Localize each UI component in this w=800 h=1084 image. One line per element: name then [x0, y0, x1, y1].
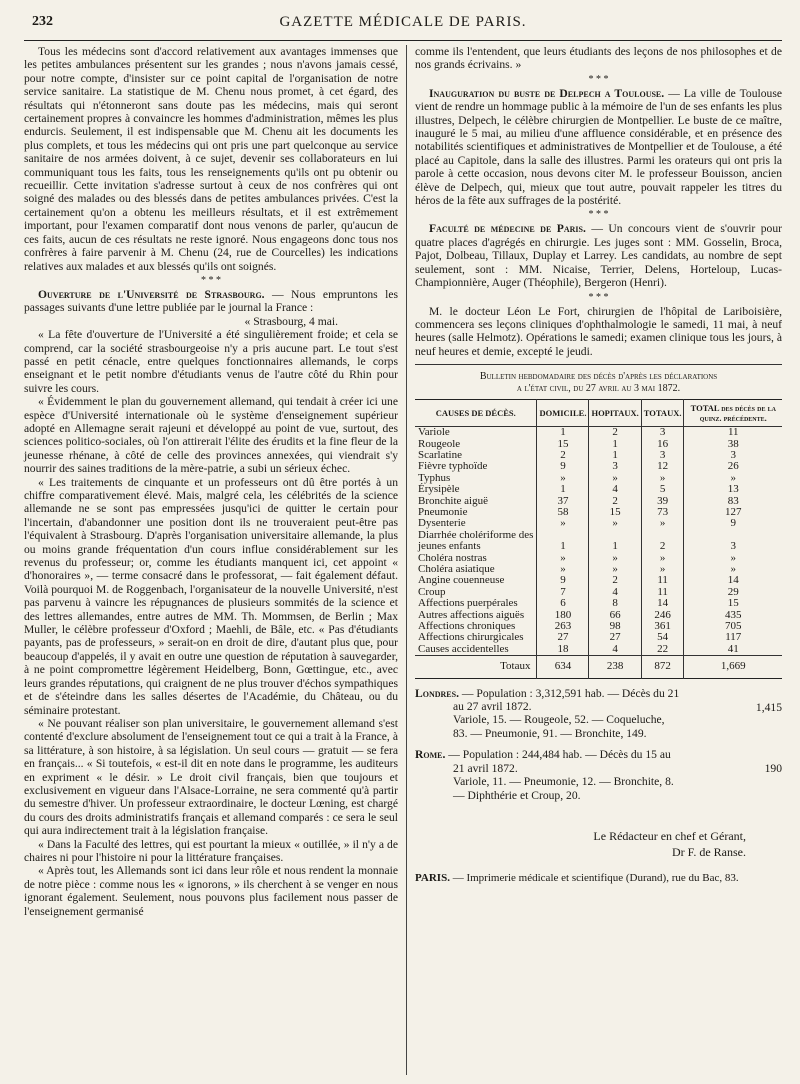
cause-cell: Angine couenneuse — [415, 575, 537, 586]
table-row — [415, 507, 782, 518]
value-cell: 14 — [641, 598, 684, 609]
value-cell: 2 — [589, 496, 641, 507]
value-cell: 4 — [589, 644, 641, 656]
value-cell: 16 — [641, 439, 684, 450]
value-cell: 9 — [537, 461, 589, 472]
city-name: Londres. — [415, 686, 459, 700]
value-cell: 1 — [589, 450, 641, 461]
value-cell: 12 — [641, 461, 684, 472]
value-cell: 41 — [727, 642, 739, 655]
value-cell: 11 — [641, 575, 684, 586]
value-cell: » — [589, 518, 641, 529]
cause-cell: Diarrhée cholériforme des — [415, 530, 537, 541]
table-row — [415, 427, 782, 439]
signature-title: Le Rédacteur en chef et Gérant, — [593, 828, 746, 843]
value-cell: » — [641, 473, 684, 484]
cause-cell: Autres affections aiguës — [415, 610, 537, 621]
cause-cell: Croup — [415, 587, 537, 598]
section-heading: Faculté de médecine de Paris. — [429, 222, 586, 236]
paragraph: « Évidemment le plan du gouvernement allemand, qui tendait à créer ici une espèce d'Université internationale où le système d'enseignement supérieur adopté en Allemagne serait rajeuni et développé au point de vue, surtout, des sciences politico-sociales, où l'on attirerait l'élite des érudits et la fine fleur de la jeunesse rhénane, à côté de celle des provinces annexées, qui viendrait s'y nourrir des saines traditions de la mère-patrie, a subi un sérieux échec. — [24, 395, 398, 476]
total-value: 1,669 — [684, 656, 782, 678]
value-cell: 361 — [641, 621, 684, 632]
value-cell: » — [537, 553, 589, 564]
value-cell: 73 — [641, 507, 684, 518]
value-cell: » — [641, 564, 684, 575]
value-cell: 1 — [537, 541, 589, 552]
value-cell: » — [537, 564, 589, 575]
value-cell: 5 — [641, 484, 684, 495]
total-value: 872 — [641, 656, 684, 678]
value-cell: 2 — [537, 450, 589, 461]
table-row — [415, 644, 782, 656]
value-cell: 263 — [537, 621, 589, 632]
paragraph: « La fête d'ouverture de l'Université a été singulièrement froide; et cela se comprend, car la société strasbourgeoise n'y a pris aucune part. Le tout s'est passé en petit cénacle, entre quelques fonctionnaires allemands, le corps enseignant et le petit nombre d'étudiants venus de l'autre côté du Rhin pour suivre les cours. — [24, 328, 398, 395]
signature-name: Dr F. de Ranse. — [671, 844, 746, 859]
value-cell: 11 — [727, 426, 739, 439]
value-cell: 6 — [537, 598, 589, 609]
cause-cell: Fièvre typhoïde — [415, 461, 537, 472]
value-cell: 29 — [727, 585, 739, 598]
value-cell: 22 — [641, 644, 684, 656]
value-cell: 3 — [589, 461, 641, 472]
value-cell: 11 — [641, 587, 684, 598]
table-title: Bulletin hebdomadaire des décès d'après les déclarations a l'état civil, du 27 avril au 3 mai 1872. — [415, 364, 782, 395]
value-cell: 1 — [589, 439, 641, 450]
header-rule — [24, 40, 782, 41]
value-cell: 127 — [724, 505, 742, 518]
city-name: Rome. — [415, 748, 446, 762]
value-cell: 435 — [724, 608, 742, 621]
left-column — [24, 45, 406, 1075]
paragraph: Inauguration du buste de Delpech a Toulouse. — La ville de Toulouse vient de rendre un hommage public à la mémoire de l'un de ses enfants les plus illustres, Delpech, le célèbre chirurgien de Montpellier. Le buste de ce maître, inauguré le 5 mai, au milieu d'une affluence considérable, et en présence des notabilités scientifiques et administratives de Montpellier et de Toulouse, a été placé au Capitole, dans la salle des illustres. Parmi les orateurs qui ont pris la parole à cette occasion, nous devons citer M. le professeur Bouisson, ancien élève de Delpech, qui, mieux que tout autre, pouvait rappeler les titres du héros de la fête aux suffrages de la postérité. — [415, 86, 782, 208]
value-cell: 98 — [589, 621, 641, 632]
paragraph: « Après tout, les Allemands sont ici dans leur rôle et nous rendent la monnaie de notre pièce : comme nous les « ignorons, » ils cherchent à se venger en nous ignorant également. Seulement, nous pouvons plus facilement nous passer de l'enseignement germanisé — [24, 864, 398, 918]
value-cell: 27 — [589, 632, 641, 643]
imprint: PARIS. — Imprimerie médicale et scientifique (Durand), rue du Bac, 83. — [415, 871, 739, 884]
cause-cell: Pneumonie — [415, 507, 537, 518]
value-cell: 3 — [641, 427, 684, 439]
cause-cell: Affections chroniques — [415, 621, 537, 632]
cause-cell: Érysipèle — [415, 484, 537, 495]
table-header-cell: CAUSES DE DÉCÈS. — [415, 400, 537, 427]
value-cell: 18 — [537, 644, 589, 656]
value-cell: » — [730, 471, 736, 484]
value-cell: » — [730, 551, 736, 564]
value-cell: » — [589, 553, 641, 564]
value-cell: » — [641, 553, 684, 564]
section-heading: Inauguration du buste de Delpech a Toulouse. — [429, 86, 665, 100]
value-cell: » — [537, 473, 589, 484]
value-cell: 8 — [589, 598, 641, 609]
signature-block — [415, 828, 782, 860]
value-cell: 27 — [537, 632, 589, 643]
value-cell: 58 — [537, 507, 589, 518]
value-cell: 3 — [730, 448, 736, 461]
table-header-cell: DOMICILE. — [537, 400, 589, 427]
value-cell: 54 — [641, 632, 684, 643]
value-cell: 4 — [589, 587, 641, 598]
value-cell: 2 — [641, 541, 684, 552]
value-cell: 13 — [727, 483, 739, 496]
value-cell: 15 — [589, 507, 641, 518]
value-cell: 3 — [730, 540, 736, 553]
value-cell: » — [589, 564, 641, 575]
value-cell: 14 — [727, 574, 739, 587]
total-value: 634 — [537, 656, 589, 678]
paragraph — [24, 288, 398, 315]
section-separator: * * * — [588, 209, 609, 221]
section-intro: — Nous empruntons les passages suivants d'une lettre publiée par le journal la France : — [24, 287, 398, 315]
cause-cell: Choléra asiatique — [415, 564, 537, 575]
cause-cell: Bronchite aiguë — [415, 496, 537, 507]
value-cell: 83 — [727, 494, 739, 507]
section-separator: * * * — [588, 291, 609, 303]
dateline: « Strasbourg, 4 mai. — [244, 314, 338, 328]
mortality-table — [415, 399, 782, 679]
paragraph: Tous les médecins sont d'accord relativement aux avantages immenses que les petites ambulances présentent sur les grandes ; nous n'avons jamais cessé, pour notre compte, d'insister sur ce point capital de l'organisation de notre service sanitaire. La statistique de M. Chenu nous promet, à cet égard, des résultats qui n'étonneront sans doute pas les médecins, mais qui seront certainement propres à convaincre les hommes d'administration, mêmes les plus endurcis. Seulement, il est indispensable que M. Chenu ait les documents les plus complets, et tous les médecins qui ont pris une part quelconque au service sanitaire de nos armées doivent, à ce sujet, devenir ses collaborateurs en lui communiquant tous les faits, tous les renseignements qu'ils ont pu obtenir ou recueillir. Cette invitation s'adresse surtout à ceux de nos confrères qui ont soigné des malades ou des blessés dans de petites ambulances privées. C'est la certainement qu'on a obtenu les meilleurs résultats, et il est extrêmement important, pour l'examen comparatif dont nous venons de parler, qu'aucun de ces faits, aucun de ces résultats ne reste ignoré. Nous engageons donc tous nos confrères à faire parvenir à M. Chenu (24, rue de Courcelles) les indications relatives aux malades et aux blessés qu'ils ont soignés. — [24, 45, 398, 273]
value-cell: » — [641, 518, 684, 529]
cause-cell: Rougeole — [415, 439, 537, 450]
value-cell: 1 — [537, 427, 589, 439]
rome-stats: Rome. — Population : 244,484 hab. — Décès du 15 au 21 avril 1872. 190 Variole, 11. — Pneumonie, 12. — Bronchite, 8. — Diphthérie et Croup, 20. — [415, 748, 782, 802]
table-row — [415, 484, 782, 495]
value-cell: 1 — [537, 484, 589, 495]
value-cell: 246 — [641, 610, 684, 621]
table-row — [415, 598, 782, 609]
section-heading: Ouverture de l'Université de Strasbourg. — [38, 287, 265, 301]
value-cell: 15 — [537, 439, 589, 450]
value-cell: 38 — [727, 437, 739, 450]
page-number: 232 — [32, 14, 53, 29]
value-cell: 15 — [727, 597, 739, 610]
value-cell: » — [537, 518, 589, 529]
value-cell: 4 — [589, 484, 641, 495]
table-header-cell: TOTAUX. — [641, 400, 684, 427]
cause-cell: Choléra nostras — [415, 553, 537, 564]
value-cell: 26 — [727, 460, 739, 473]
columns — [24, 45, 782, 1075]
cause-cell: Scarlatine — [415, 450, 537, 461]
paragraph: « Dans la Faculté des lettres, qui est pourtant la mieux « outillée, » il n'y a de chaires ni pour l'histoire ni pour la littérature françaises. — [24, 837, 398, 864]
paragraph: M. le docteur Léon Le Fort, chirurgien de l'hôpital de Lariboisière, commencera ses leçons cliniques d'ophthalmologie le samedi, 11 mai, à neuf heures (salle Helmotz). Opérations le samedi; examen clinique tous les jours, à neuf heures et demie, excepté le jeudi. — [415, 304, 782, 358]
table-body — [415, 427, 782, 679]
city-total: 1,415 — [755, 700, 782, 714]
table-row — [415, 541, 782, 552]
table-row — [415, 461, 782, 472]
right-column — [407, 45, 782, 1075]
cause-cell: Dysenterie — [415, 518, 537, 529]
table-row — [415, 473, 782, 484]
value-cell: » — [589, 473, 641, 484]
cause-cell: Typhus — [415, 473, 537, 484]
value-cell: 7 — [537, 587, 589, 598]
cause-cell: Causes accidentelles — [415, 644, 537, 656]
london-stats: Londres. — Population : 3,312,591 hab. — Décès du 21 au 27 avril 1872. 1,415 Variole, 15. — Rougeole, 52. — Coqueluche, 83. — Pneumonie, 91. — Bronchite, 149. — [415, 686, 782, 740]
journal-title: GAZETTE MÉDICALE DE PARIS. — [279, 14, 527, 30]
cause-cell: jeunes enfants — [415, 541, 537, 552]
cause-cell: Variole — [415, 427, 537, 439]
table-header-cell: TOTAL des décès de la quinz. précédente. — [684, 400, 782, 427]
table-row — [415, 439, 782, 450]
table-header-row — [415, 400, 782, 427]
value-cell: 180 — [537, 610, 589, 621]
paragraph: Faculté de médecine de Paris. — Un concours vient de s'ouvrir pour quatre places d'agrégés en chirurgie. Les juges sont : MM. Gosselin, Broca, Pajot, Dolbeau, Tillaux, Duplay et Larrey. Les candidats, au nombre de sept seulement, sont : MM. Nicaise, Terrier, Delens, Horteloup, Lucas-Championnière, Auger (Théophile), Bergeron (Henri). — [415, 222, 783, 290]
totals-row — [415, 656, 782, 678]
section-separator: * * * — [588, 73, 609, 85]
value-cell: 2 — [589, 427, 641, 439]
value-cell: 37 — [537, 496, 589, 507]
value-cell: 2 — [589, 575, 641, 586]
page-header — [24, 12, 782, 34]
value-cell: » — [730, 563, 736, 575]
value-cell: 117 — [725, 631, 742, 644]
table-row — [415, 575, 782, 586]
section-separator: * * * — [201, 274, 221, 286]
value-cell: 66 — [589, 610, 641, 621]
cause-cell: Affections chirurgicales — [415, 632, 537, 643]
value-cell: 1 — [589, 541, 641, 552]
paragraph: comme ils l'entendent, que leurs étudiants des leçons de nos philosophes et de nos grands écrivains. » — [415, 45, 782, 72]
total-value: 238 — [589, 656, 641, 678]
table-header-cell: HOPITAUX. — [589, 400, 641, 427]
value-cell: 39 — [641, 496, 684, 507]
value-cell: 3 — [641, 450, 684, 461]
paragraph: « Les traitements de cinquante et un professeurs ont dû être portés à un chiffre comparativement élevé. Mais, malgré cela, les célébrités de la science allemande ne se sont pas empressées jusqu'ici de quitter le certain pour l'incertain, d'abandonner une position dont ils ne trouveraient peut-être pas l'équivalent à Strasbourg. D'après l'organisation universitaire allemande, la plus ou moins grande fréquentation d'un cours influe considérablement sur les revenus du professeur; or, comme les étudiants manquent ici, cet appoint « d'honoraires », — terme consacré dans le professorat, — fait également défaut. Voilà pourquoi M. de Roggenbach, l'organisateur de la nouvelle Université, n'est pas parvenu à vaincre les répugnances de plusieurs sommités de la science et des lettres allemandes, entre autres de MM. Th. Mommsen, de Berlin ; Max Muller, le célèbre professeur d'Oxford ; Maehli, de Bâle, etc. « Pas d'étudiants payants, pas de professeurs, » serait-on en droit de dire, d'autant plus que, pour beaucoup d'appelés, il y avait en outre une question de réputation à sauvegarder, à ne point compromettre légèrement Heidelberg, Bonn, Gœttingue, etc., avec leurs grandes réputations, qui craignent de ne plus trouver d'échos sympathiques et de s'éteindre dans les salles désertes de l'Académie, du Château, ou du séminaire protestant. — [24, 475, 398, 717]
value-cell: 9 — [537, 575, 589, 586]
paragraph: « Ne pouvant réaliser son plan universitaire, le gouvernement allemand s'est contenté d'exclure absolument de l'enseignement tout ce qui a trait à la France, à sa littérature, à son histoire, à sa législation. Un seul cours — gratuit — se fera en français... « Si toutefois, « est-il dit en note dans le programme, les auditeurs en expriment « le désir. » Le droit civil français, bien que toujours et exclusivement en vigueur dans l'Alsace-Lorraine, ne sera commenté qu'à partir du semestre d'hiver. Un professeur extraordinaire, le docteur Lœning, est chargé du cours des droits administratifs français et allemand comparés : ce sera le seul qui aura indirectement trait à la législation française. — [24, 716, 398, 838]
value-cell: 9 — [730, 517, 736, 530]
totals-label: Totaux — [415, 656, 537, 678]
value-cell: 705 — [724, 620, 742, 633]
cause-cell: Affections puerpérales — [415, 598, 537, 609]
city-total: 190 — [764, 762, 782, 776]
